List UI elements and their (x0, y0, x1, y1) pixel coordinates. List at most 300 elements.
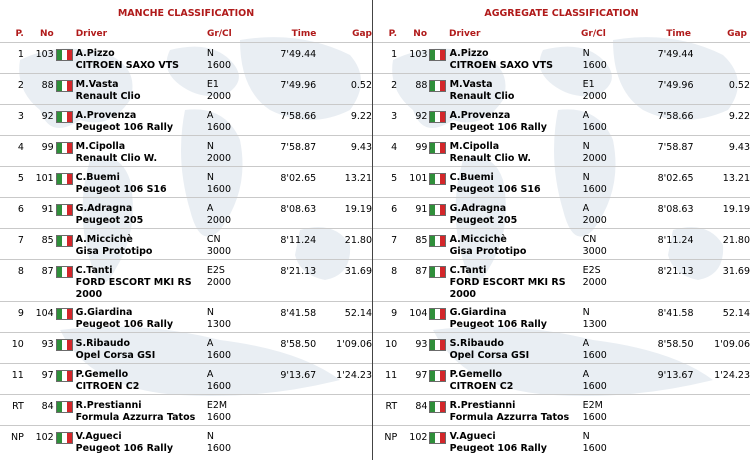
group: N (206, 307, 214, 318)
table-row (373, 136, 750, 167)
driver-cell (76, 333, 207, 364)
car-model: Opel Corsa GSI (75, 350, 156, 361)
position: 11 (11, 370, 24, 381)
position: 7 (391, 235, 398, 246)
class: 1600 (582, 350, 607, 361)
class: 1600 (582, 184, 607, 195)
gap (694, 426, 750, 457)
car-number: 99 (415, 142, 428, 153)
class: 2000 (206, 277, 232, 288)
group: N (582, 172, 590, 183)
gap (316, 43, 372, 74)
gap: 19.19 (344, 204, 372, 215)
car-number: 92 (415, 111, 428, 122)
driver-cell (450, 105, 583, 136)
class: 2000 (582, 91, 607, 102)
header-number: No (39, 29, 54, 39)
group: N (582, 48, 590, 59)
table-row (373, 74, 750, 105)
driver-name[interactable]: G.Giardina (449, 307, 507, 318)
header-time: Time (666, 29, 691, 39)
classification-table (0, 42, 372, 457)
gap: 9.43 (350, 142, 372, 153)
car-number: 93 (415, 339, 428, 350)
car-model: CITROEN C2 (75, 381, 140, 392)
car-number: 103 (35, 49, 54, 60)
car-model: CITROEN SAXO VTS (449, 60, 553, 71)
class: 1600 (206, 443, 232, 454)
time (257, 426, 317, 457)
flag-cell (54, 74, 76, 105)
time: 7'49.44 (657, 49, 694, 60)
driver-name[interactable]: R.Prestianni (449, 400, 516, 411)
position: 4 (17, 142, 24, 153)
flag-cell (54, 198, 76, 229)
table-row (0, 105, 372, 136)
flag-cell (427, 364, 449, 395)
time (257, 395, 317, 426)
car-number: 97 (41, 370, 54, 381)
car-number: 99 (41, 142, 54, 153)
group: CN (206, 234, 221, 245)
car-model: Gisa Prototipo (449, 246, 527, 257)
driver-name[interactable]: V.Agueci (75, 431, 122, 442)
flag-cell (54, 167, 76, 198)
position: 9 (391, 308, 398, 319)
flag-cell (54, 136, 76, 167)
italy-flag-icon (56, 142, 73, 154)
class: 2000 (582, 277, 607, 288)
column-headers (0, 26, 372, 42)
group: N (206, 431, 214, 442)
group: N (206, 141, 214, 152)
driver-name[interactable]: A.Pizzo (75, 48, 115, 59)
class: 1600 (582, 443, 607, 454)
group: CN (582, 234, 597, 245)
driver-name[interactable]: M.Vasta (75, 79, 119, 90)
driver-name[interactable]: C.Buemi (449, 172, 494, 183)
car-number: 97 (415, 370, 428, 381)
gap: 13.21 (344, 173, 372, 184)
time: 8'58.50 (280, 339, 317, 350)
car-model: CITROEN C2 (449, 381, 514, 392)
driver-cell (450, 395, 583, 426)
driver-name[interactable]: A.Provenza (75, 110, 137, 121)
class: 1300 (206, 319, 232, 330)
flag-cell (54, 426, 76, 457)
group: N (582, 307, 590, 318)
flag-cell (427, 260, 449, 302)
italy-flag-icon (56, 370, 73, 382)
driver-cell (450, 302, 583, 333)
table-row (373, 302, 750, 333)
gap: 0.52 (350, 80, 372, 91)
group-class-cell (207, 198, 257, 229)
group: E2M (582, 400, 603, 411)
class: 2000 (206, 91, 232, 102)
class: 1600 (206, 350, 232, 361)
class: 1600 (206, 184, 232, 195)
table-row (0, 260, 372, 302)
table-row (373, 105, 750, 136)
italy-flag-icon (429, 142, 446, 154)
table-row (0, 364, 372, 395)
group-class-cell (583, 395, 633, 426)
group-class-cell (207, 105, 257, 136)
driver-cell (76, 167, 207, 198)
driver-name[interactable]: S.Ribaudo (75, 338, 130, 349)
driver-cell (76, 198, 207, 229)
driver-name[interactable]: A.Provenza (449, 110, 511, 121)
flag-cell (54, 260, 76, 302)
car-model: Peugeot 106 Rally (449, 122, 547, 133)
gap: 9.22 (350, 111, 372, 122)
driver-name[interactable]: C.Buemi (75, 172, 120, 183)
driver-name[interactable]: P.Gemello (449, 369, 503, 380)
position: RT (12, 401, 24, 412)
time: 8'11.24 (280, 235, 317, 246)
table-row (373, 260, 750, 302)
table-row (0, 198, 372, 229)
position: 8 (391, 266, 398, 277)
driver-cell (450, 43, 583, 74)
italy-flag-icon (56, 432, 73, 444)
italy-flag-icon (429, 401, 446, 413)
car-model: Renault Clio (449, 91, 515, 102)
driver-cell (76, 105, 207, 136)
italy-flag-icon (56, 235, 73, 247)
car-number: 103 (409, 49, 428, 60)
italy-flag-icon (429, 308, 446, 320)
position: 10 (385, 339, 398, 350)
group: N (206, 48, 214, 59)
position: 10 (11, 339, 24, 350)
position: 8 (17, 266, 24, 277)
car-model: Peugeot 106 Rally (449, 443, 547, 454)
car-number: 92 (41, 111, 54, 122)
driver-name[interactable]: A.Miccichè (449, 234, 507, 245)
panel-title: AGGREGATE CLASSIFICATION (484, 8, 639, 19)
italy-flag-icon (56, 111, 73, 123)
group: E1 (206, 79, 219, 90)
group-class-cell (583, 43, 633, 74)
driver-cell (76, 74, 207, 105)
gap: 31.69 (344, 266, 372, 277)
driver-name[interactable]: A.Pizzo (449, 48, 489, 59)
car-model: Peugeot 106 Rally (75, 443, 174, 454)
group-class-cell (207, 333, 257, 364)
table-row (0, 302, 372, 333)
car-model-line2: 2000 (449, 289, 477, 300)
driver-cell (450, 198, 583, 229)
italy-flag-icon (56, 173, 73, 185)
position: 5 (391, 173, 398, 184)
table-row (0, 229, 372, 260)
driver-name[interactable]: S.Ribaudo (449, 338, 504, 349)
manche-classification-panel (0, 0, 372, 460)
position: 5 (17, 173, 24, 184)
group-class-cell (207, 43, 257, 74)
flag-cell (427, 333, 449, 364)
driver-name[interactable]: G.Adragna (449, 203, 507, 214)
header-gap: Gap (727, 29, 747, 39)
car-number: 87 (415, 266, 428, 277)
italy-flag-icon (429, 339, 446, 351)
driver-cell (450, 364, 583, 395)
flag-cell (54, 302, 76, 333)
table-row (0, 426, 372, 457)
driver-name[interactable]: V.Agueci (449, 431, 496, 442)
driver-cell (450, 74, 583, 105)
time: 8'58.50 (657, 339, 694, 350)
position: 2 (391, 80, 398, 91)
time: 8'11.24 (657, 235, 694, 246)
table-row (373, 333, 750, 364)
flag-cell (54, 364, 76, 395)
gap: 52.14 (722, 308, 750, 319)
time: 7'58.87 (280, 142, 317, 153)
driver-name[interactable]: M.Vasta (449, 79, 493, 90)
position: 11 (385, 370, 398, 381)
car-model: CITROEN SAXO VTS (75, 60, 180, 71)
group-class-cell (207, 260, 257, 302)
time: 8'21.13 (657, 266, 694, 277)
group-class-cell (207, 74, 257, 105)
position: NP (11, 432, 24, 443)
header-position: P. (388, 29, 397, 39)
position: 6 (391, 204, 398, 215)
time: 8'02.65 (280, 173, 317, 184)
italy-flag-icon (56, 308, 73, 320)
time (633, 395, 693, 426)
time: 7'49.96 (280, 80, 317, 91)
car-number: 85 (41, 235, 54, 246)
class: 2000 (582, 215, 607, 226)
position: 1 (17, 49, 24, 60)
gap: 21.80 (722, 235, 750, 246)
gap (316, 426, 372, 457)
driver-cell (76, 43, 207, 74)
time: 9'13.67 (657, 370, 694, 381)
header-driver: Driver (75, 29, 108, 39)
italy-flag-icon (56, 204, 73, 216)
car-number: 91 (415, 204, 428, 215)
driver-name[interactable]: G.Adragna (75, 203, 133, 214)
group: N (206, 172, 214, 183)
car-model: Peugeot 205 (449, 215, 518, 226)
group: A (206, 110, 214, 121)
car-model: Peugeot 106 S16 (75, 184, 167, 195)
flag-cell (427, 426, 449, 457)
group-class-cell (583, 74, 633, 105)
class: 1600 (582, 60, 607, 71)
flag-cell (427, 43, 449, 74)
car-model: Renault Clio W. (75, 153, 158, 164)
car-model: Formula Azzurra Tatos (75, 412, 196, 423)
car-model: Opel Corsa GSI (449, 350, 530, 361)
car-number: 104 (35, 308, 54, 319)
position: 3 (17, 111, 24, 122)
car-model: Formula Azzurra Tatos (449, 412, 570, 423)
driver-name[interactable]: M.Cipolla (449, 141, 500, 152)
driver-cell (76, 395, 207, 426)
flag-cell (54, 395, 76, 426)
gap: 13.21 (722, 173, 750, 184)
group-class-cell (207, 136, 257, 167)
gap (316, 395, 372, 426)
table-row (373, 395, 750, 426)
group: A (206, 203, 214, 214)
italy-flag-icon (429, 80, 446, 92)
position: 9 (17, 308, 24, 319)
flag-cell (54, 43, 76, 74)
car-number: 85 (415, 235, 428, 246)
italy-flag-icon (56, 80, 73, 92)
gap: 1'24.23 (336, 370, 372, 381)
position: 4 (391, 142, 398, 153)
class: 3000 (582, 246, 607, 257)
italy-flag-icon (429, 432, 446, 444)
car-model: Renault Clio (75, 91, 141, 102)
gap: 1'24.23 (714, 370, 750, 381)
car-number: 101 (35, 173, 54, 184)
table-row (0, 136, 372, 167)
class: 1600 (206, 60, 232, 71)
flag-cell (427, 198, 449, 229)
group-class-cell (583, 136, 633, 167)
group-class-cell (207, 167, 257, 198)
class: 2000 (206, 153, 232, 164)
table-row (0, 333, 372, 364)
position: 2 (17, 80, 24, 91)
car-model: FORD ESCORT MKI RS (75, 277, 192, 288)
time: 8'02.65 (657, 173, 694, 184)
table-row (373, 426, 750, 457)
table-row (0, 395, 372, 426)
gap: 1'09.06 (336, 339, 372, 350)
group: A (582, 338, 590, 349)
italy-flag-icon (429, 266, 446, 278)
group-class-cell (583, 260, 633, 302)
car-model: Peugeot 106 Rally (449, 319, 547, 330)
flag-cell (427, 136, 449, 167)
car-model: Peugeot 205 (75, 215, 144, 226)
driver-name[interactable]: G.Giardina (75, 307, 133, 318)
driver-name[interactable]: C.Tanti (449, 265, 487, 276)
position: 6 (17, 204, 24, 215)
italy-flag-icon (429, 235, 446, 247)
car-number: 88 (41, 80, 54, 91)
time: 7'58.66 (280, 111, 317, 122)
driver-cell (76, 364, 207, 395)
table-row (0, 74, 372, 105)
driver-name[interactable]: P.Gemello (75, 369, 129, 380)
table-row (373, 229, 750, 260)
flag-cell (54, 229, 76, 260)
group: A (582, 203, 590, 214)
header-gap: Gap (352, 29, 372, 39)
car-model: FORD ESCORT MKI RS (449, 277, 566, 288)
group-class-cell (583, 333, 633, 364)
class: 1600 (206, 412, 232, 423)
class: 1600 (582, 122, 607, 133)
driver-name[interactable]: A.Miccichè (75, 234, 133, 245)
car-number: 84 (415, 401, 428, 412)
time (633, 426, 693, 457)
italy-flag-icon (56, 401, 73, 413)
class: 1600 (206, 122, 232, 133)
group-class-cell (583, 198, 633, 229)
group: E2S (206, 265, 225, 276)
car-number: 104 (409, 308, 428, 319)
group-class-cell (207, 302, 257, 333)
driver-name[interactable]: M.Cipolla (75, 141, 126, 152)
position: 1 (391, 49, 398, 60)
group: N (582, 141, 590, 152)
driver-cell (450, 260, 583, 302)
car-model: Peugeot 106 Rally (75, 122, 174, 133)
position: NP (384, 432, 398, 443)
car-number: 101 (409, 173, 428, 184)
gap: 21.80 (344, 235, 372, 246)
time: 8'21.13 (280, 266, 317, 277)
header-position: P. (15, 29, 24, 39)
column-headers (373, 26, 750, 42)
italy-flag-icon (56, 49, 73, 61)
car-number: 88 (415, 80, 428, 91)
flag-cell (427, 105, 449, 136)
flag-cell (427, 229, 449, 260)
table-row (0, 43, 372, 74)
table-row (0, 167, 372, 198)
italy-flag-icon (56, 339, 73, 351)
gap: 19.19 (722, 204, 750, 215)
group-class-cell (207, 395, 257, 426)
table-row (373, 167, 750, 198)
table-row (373, 43, 750, 74)
italy-flag-icon (429, 111, 446, 123)
gap: 9.43 (728, 142, 750, 153)
group-class-cell (583, 364, 633, 395)
class: 2000 (206, 215, 232, 226)
group: A (582, 369, 590, 380)
group: A (206, 369, 214, 380)
position: 3 (391, 111, 398, 122)
driver-cell (76, 136, 207, 167)
header-group-class: Gr/Cl (206, 29, 232, 39)
car-number: 91 (41, 204, 54, 215)
header-number: No (413, 29, 427, 39)
driver-cell (76, 229, 207, 260)
table-row (373, 364, 750, 395)
group-class-cell (207, 229, 257, 260)
class: 1300 (582, 319, 607, 330)
car-number: 102 (35, 432, 54, 443)
driver-name[interactable]: R.Prestianni (75, 400, 142, 411)
table-row (373, 198, 750, 229)
flag-cell (54, 333, 76, 364)
driver-cell (450, 229, 583, 260)
group: A (582, 110, 590, 121)
header-time: Time (291, 29, 317, 39)
group-class-cell (583, 426, 633, 457)
car-model: Peugeot 106 S16 (449, 184, 541, 195)
panel-title: MANCHE CLASSIFICATION (117, 8, 255, 19)
driver-name[interactable]: C.Tanti (75, 265, 113, 276)
gap (694, 395, 750, 426)
class: 2000 (582, 153, 607, 164)
italy-flag-icon (429, 173, 446, 185)
